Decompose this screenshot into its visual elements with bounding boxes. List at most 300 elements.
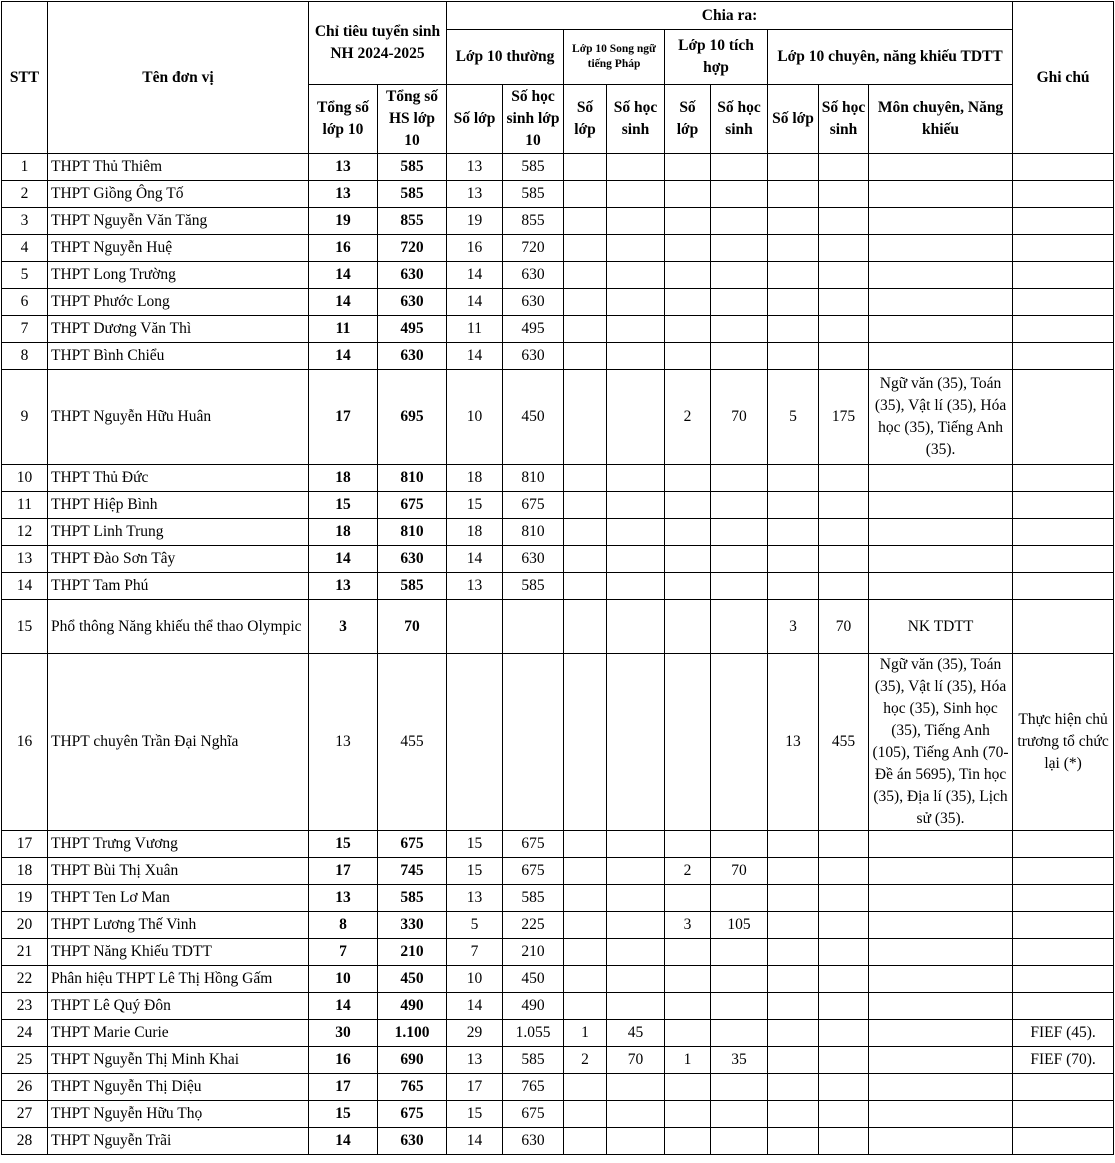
cell-specialized-subjects — [869, 573, 1013, 600]
cell-bilingual-students — [607, 465, 665, 492]
cell-specialized-students — [819, 993, 869, 1020]
cell-specialized-students — [819, 519, 869, 546]
cell-integrated-classes — [665, 154, 711, 181]
cell-stt: 13 — [2, 546, 48, 573]
cell-bilingual-students — [607, 573, 665, 600]
cell-integrated-classes — [665, 235, 711, 262]
cell-bilingual-students — [607, 519, 665, 546]
cell-specialized-subjects — [869, 1101, 1013, 1128]
cell-bilingual-students — [607, 262, 665, 289]
cell-total-classes: 8 — [309, 912, 378, 939]
cell-regular-classes: 10 — [447, 370, 503, 465]
cell-integrated-students: 105 — [711, 912, 768, 939]
cell-specialized-classes — [768, 885, 819, 912]
table-row — [2, 1128, 1114, 1155]
cell-bilingual-classes — [564, 154, 607, 181]
admission-quota-table — [1, 1, 1114, 1155]
cell-unit-name: THPT Lê Quý Đôn — [48, 993, 309, 1020]
cell-bilingual-students — [607, 858, 665, 885]
cell-total-students: 675 — [378, 492, 447, 519]
cell-regular-students: 585 — [503, 573, 564, 600]
cell-integrated-students — [711, 343, 768, 370]
cell-notes — [1013, 181, 1114, 208]
cell-notes — [1013, 600, 1114, 654]
cell-bilingual-students — [607, 654, 665, 831]
table-row — [2, 262, 1114, 289]
cell-notes — [1013, 370, 1114, 465]
cell-unit-name: THPT Marie Curie — [48, 1020, 309, 1047]
cell-bilingual-students — [607, 600, 665, 654]
cell-specialized-classes — [768, 316, 819, 343]
cell-total-students: 210 — [378, 939, 447, 966]
table-row — [2, 492, 1114, 519]
cell-regular-students: 450 — [503, 966, 564, 993]
cell-stt: 1 — [2, 154, 48, 181]
cell-regular-students: 210 — [503, 939, 564, 966]
cell-notes — [1013, 316, 1114, 343]
cell-total-classes: 15 — [309, 831, 378, 858]
cell-notes — [1013, 1101, 1114, 1128]
cell-specialized-subjects — [869, 316, 1013, 343]
cell-integrated-students — [711, 154, 768, 181]
cell-specialized-subjects — [869, 1074, 1013, 1101]
table-row — [2, 939, 1114, 966]
cell-specialized-students — [819, 465, 869, 492]
cell-total-classes: 17 — [309, 370, 378, 465]
cell-unit-name: THPT Lương Thế Vinh — [48, 912, 309, 939]
cell-integrated-classes — [665, 208, 711, 235]
cell-notes — [1013, 492, 1114, 519]
cell-total-students: 490 — [378, 993, 447, 1020]
cell-specialized-students — [819, 343, 869, 370]
table-row — [2, 465, 1114, 492]
header-integrated-class: Lớp 10 tích hợp — [665, 30, 768, 85]
cell-integrated-students: 70 — [711, 370, 768, 465]
cell-integrated-students — [711, 316, 768, 343]
cell-regular-students — [503, 654, 564, 831]
cell-specialized-classes — [768, 1128, 819, 1155]
cell-specialized-students — [819, 573, 869, 600]
cell-bilingual-classes — [564, 289, 607, 316]
cell-specialized-subjects — [869, 519, 1013, 546]
cell-total-classes: 14 — [309, 1128, 378, 1155]
cell-total-classes: 14 — [309, 993, 378, 1020]
cell-bilingual-students: 45 — [607, 1020, 665, 1047]
cell-integrated-students — [711, 546, 768, 573]
cell-regular-students: 630 — [503, 262, 564, 289]
cell-specialized-students — [819, 885, 869, 912]
cell-specialized-classes — [768, 858, 819, 885]
cell-regular-classes: 13 — [447, 154, 503, 181]
cell-regular-classes — [447, 654, 503, 831]
cell-specialized-students — [819, 1047, 869, 1074]
cell-regular-students — [503, 600, 564, 654]
cell-stt: 8 — [2, 343, 48, 370]
cell-notes: Thực hiện chủ trương tổ chức lại (*) — [1013, 654, 1114, 831]
cell-notes — [1013, 289, 1114, 316]
cell-unit-name: THPT Dương Văn Thì — [48, 316, 309, 343]
cell-notes — [1013, 262, 1114, 289]
table-row — [2, 1047, 1114, 1074]
cell-total-students: 810 — [378, 465, 447, 492]
cell-bilingual-classes — [564, 546, 607, 573]
cell-specialized-students — [819, 492, 869, 519]
cell-integrated-students — [711, 573, 768, 600]
cell-regular-students: 675 — [503, 858, 564, 885]
cell-specialized-classes — [768, 939, 819, 966]
cell-integrated-classes — [665, 262, 711, 289]
cell-stt: 9 — [2, 370, 48, 465]
cell-integrated-students — [711, 519, 768, 546]
cell-bilingual-classes: 1 — [564, 1020, 607, 1047]
cell-specialized-classes — [768, 831, 819, 858]
cell-total-students: 630 — [378, 343, 447, 370]
cell-unit-name: THPT Ten Lơ Man — [48, 885, 309, 912]
cell-integrated-classes — [665, 316, 711, 343]
cell-bilingual-classes — [564, 262, 607, 289]
cell-total-classes: 30 — [309, 1020, 378, 1047]
cell-bilingual-students — [607, 939, 665, 966]
cell-total-classes: 13 — [309, 181, 378, 208]
cell-notes — [1013, 343, 1114, 370]
cell-bilingual-classes — [564, 181, 607, 208]
table-row — [2, 181, 1114, 208]
cell-unit-name: THPT Nguyễn Trãi — [48, 1128, 309, 1155]
table-header — [2, 2, 1114, 154]
cell-specialized-subjects — [869, 885, 1013, 912]
cell-specialized-students — [819, 1020, 869, 1047]
table-row — [2, 546, 1114, 573]
table-row — [2, 519, 1114, 546]
cell-total-classes: 14 — [309, 289, 378, 316]
cell-integrated-classes — [665, 573, 711, 600]
cell-notes — [1013, 939, 1114, 966]
cell-stt: 23 — [2, 993, 48, 1020]
cell-bilingual-students — [607, 1101, 665, 1128]
cell-specialized-classes: 3 — [768, 600, 819, 654]
cell-integrated-classes: 2 — [665, 858, 711, 885]
cell-unit-name: THPT Nguyễn Văn Tăng — [48, 208, 309, 235]
cell-specialized-students — [819, 1101, 869, 1128]
cell-total-students: 810 — [378, 519, 447, 546]
cell-unit-name: THPT Trưng Vương — [48, 831, 309, 858]
cell-integrated-classes: 2 — [665, 370, 711, 465]
cell-regular-students: 225 — [503, 912, 564, 939]
cell-stt: 21 — [2, 939, 48, 966]
cell-specialized-subjects — [869, 181, 1013, 208]
cell-regular-students: 810 — [503, 465, 564, 492]
table-row — [2, 885, 1114, 912]
cell-stt: 18 — [2, 858, 48, 885]
cell-specialized-subjects: Ngữ văn (35), Toán (35), Vật lí (35), Hóa học (35), Tiếng Anh (35). — [869, 370, 1013, 465]
header-specialized-class: Lớp 10 chuyên, năng khiếu TDTT — [768, 30, 1013, 85]
cell-specialized-students — [819, 939, 869, 966]
cell-stt: 3 — [2, 208, 48, 235]
cell-bilingual-classes — [564, 1074, 607, 1101]
header-total-classes: Tổng số lớp 10 — [309, 85, 378, 154]
cell-regular-classes: 18 — [447, 465, 503, 492]
cell-regular-classes: 15 — [447, 831, 503, 858]
cell-specialized-subjects — [869, 235, 1013, 262]
cell-total-students: 855 — [378, 208, 447, 235]
cell-unit-name: THPT Nguyễn Hữu Huân — [48, 370, 309, 465]
cell-total-students: 585 — [378, 181, 447, 208]
cell-unit-name: THPT Bùi Thị Xuân — [48, 858, 309, 885]
cell-regular-classes: 29 — [447, 1020, 503, 1047]
cell-integrated-students — [711, 181, 768, 208]
cell-bilingual-classes — [564, 465, 607, 492]
cell-regular-classes: 16 — [447, 235, 503, 262]
cell-total-students: 765 — [378, 1074, 447, 1101]
cell-integrated-students — [711, 654, 768, 831]
cell-specialized-students — [819, 912, 869, 939]
cell-total-classes: 16 — [309, 1047, 378, 1074]
cell-stt: 14 — [2, 573, 48, 600]
cell-specialized-classes — [768, 1074, 819, 1101]
header-quota: Chỉ tiêu tuyển sinh NH 2024-2025 — [309, 2, 447, 85]
cell-regular-classes: 13 — [447, 885, 503, 912]
cell-specialized-classes — [768, 343, 819, 370]
cell-bilingual-classes — [564, 858, 607, 885]
cell-bilingual-students — [607, 343, 665, 370]
cell-bilingual-classes — [564, 966, 607, 993]
cell-specialized-classes — [768, 1101, 819, 1128]
cell-specialized-subjects — [869, 154, 1013, 181]
cell-specialized-classes — [768, 262, 819, 289]
cell-specialized-students — [819, 181, 869, 208]
cell-integrated-students — [711, 262, 768, 289]
cell-regular-students: 765 — [503, 1074, 564, 1101]
header-specialized-students: Số học sinh — [819, 85, 869, 154]
cell-specialized-subjects — [869, 1128, 1013, 1155]
cell-integrated-students — [711, 1074, 768, 1101]
cell-regular-students: 450 — [503, 370, 564, 465]
table-row — [2, 1074, 1114, 1101]
cell-stt: 4 — [2, 235, 48, 262]
table-row — [2, 966, 1114, 993]
cell-total-classes: 15 — [309, 492, 378, 519]
table-row — [2, 289, 1114, 316]
cell-total-classes: 3 — [309, 600, 378, 654]
cell-notes — [1013, 858, 1114, 885]
cell-regular-students: 490 — [503, 993, 564, 1020]
header-regular-class: Lớp 10 thường — [447, 30, 564, 85]
cell-total-classes: 18 — [309, 465, 378, 492]
cell-total-classes: 13 — [309, 885, 378, 912]
cell-notes — [1013, 831, 1114, 858]
cell-stt: 2 — [2, 181, 48, 208]
cell-total-students: 630 — [378, 289, 447, 316]
cell-total-students: 585 — [378, 154, 447, 181]
cell-bilingual-classes — [564, 573, 607, 600]
header-total-students: Tổng số HS lớp 10 — [378, 85, 447, 154]
table-row — [2, 573, 1114, 600]
cell-stt: 27 — [2, 1101, 48, 1128]
cell-integrated-students — [711, 993, 768, 1020]
table-row — [2, 343, 1114, 370]
cell-bilingual-students — [607, 912, 665, 939]
table-row — [2, 1101, 1114, 1128]
cell-specialized-students — [819, 262, 869, 289]
cell-notes — [1013, 1128, 1114, 1155]
cell-total-classes: 19 — [309, 208, 378, 235]
cell-bilingual-classes — [564, 939, 607, 966]
header-breakdown: Chia ra: — [447, 2, 1013, 30]
cell-bilingual-classes — [564, 831, 607, 858]
cell-total-classes: 10 — [309, 966, 378, 993]
cell-regular-students: 585 — [503, 181, 564, 208]
cell-regular-classes: 14 — [447, 343, 503, 370]
cell-bilingual-classes — [564, 654, 607, 831]
cell-specialized-subjects — [869, 1047, 1013, 1074]
cell-specialized-students — [819, 546, 869, 573]
cell-total-students: 675 — [378, 831, 447, 858]
cell-integrated-classes — [665, 939, 711, 966]
cell-specialized-subjects — [869, 966, 1013, 993]
cell-regular-students: 675 — [503, 492, 564, 519]
cell-integrated-students — [711, 235, 768, 262]
cell-bilingual-classes — [564, 316, 607, 343]
cell-regular-classes: 14 — [447, 546, 503, 573]
cell-specialized-subjects — [869, 208, 1013, 235]
table-row — [2, 1020, 1114, 1047]
cell-bilingual-students — [607, 235, 665, 262]
cell-total-students: 720 — [378, 235, 447, 262]
cell-regular-students: 1.055 — [503, 1020, 564, 1047]
cell-specialized-students: 70 — [819, 600, 869, 654]
cell-regular-classes: 19 — [447, 208, 503, 235]
cell-integrated-classes: 1 — [665, 1047, 711, 1074]
cell-total-students: 1.100 — [378, 1020, 447, 1047]
cell-stt: 19 — [2, 885, 48, 912]
cell-notes: FIEF (45). — [1013, 1020, 1114, 1047]
cell-bilingual-classes — [564, 235, 607, 262]
cell-specialized-students — [819, 235, 869, 262]
table-row — [2, 993, 1114, 1020]
cell-regular-classes: 14 — [447, 993, 503, 1020]
cell-notes — [1013, 966, 1114, 993]
cell-stt: 16 — [2, 654, 48, 831]
cell-unit-name: THPT Thủ Thiêm — [48, 154, 309, 181]
cell-notes — [1013, 993, 1114, 1020]
cell-specialized-classes — [768, 154, 819, 181]
cell-regular-students: 720 — [503, 235, 564, 262]
cell-integrated-students — [711, 600, 768, 654]
cell-specialized-classes — [768, 208, 819, 235]
cell-specialized-subjects — [869, 831, 1013, 858]
cell-specialized-subjects — [869, 939, 1013, 966]
cell-specialized-classes — [768, 181, 819, 208]
cell-bilingual-classes — [564, 600, 607, 654]
cell-integrated-classes — [665, 600, 711, 654]
cell-stt: 10 — [2, 465, 48, 492]
cell-notes — [1013, 208, 1114, 235]
cell-integrated-classes — [665, 465, 711, 492]
cell-total-students: 450 — [378, 966, 447, 993]
cell-bilingual-students — [607, 154, 665, 181]
cell-bilingual-classes — [564, 1128, 607, 1155]
cell-regular-classes: 13 — [447, 573, 503, 600]
table-row — [2, 370, 1114, 465]
cell-unit-name: THPT Nguyễn Hữu Thọ — [48, 1101, 309, 1128]
cell-total-students: 455 — [378, 654, 447, 831]
header-regular-classes: Số lớp — [447, 85, 503, 154]
header-integrated-classes: Số lớp — [665, 85, 711, 154]
cell-integrated-students — [711, 1020, 768, 1047]
cell-total-classes: 16 — [309, 235, 378, 262]
cell-integrated-classes — [665, 966, 711, 993]
cell-total-classes: 13 — [309, 573, 378, 600]
header-bilingual-students: Số học sinh — [607, 85, 665, 154]
header-bilingual-classes: Số lớp — [564, 85, 607, 154]
cell-unit-name: THPT Bình Chiểu — [48, 343, 309, 370]
cell-bilingual-classes — [564, 519, 607, 546]
cell-integrated-students — [711, 1101, 768, 1128]
table-row — [2, 831, 1114, 858]
cell-total-students: 585 — [378, 573, 447, 600]
cell-notes — [1013, 1074, 1114, 1101]
cell-regular-classes: 14 — [447, 289, 503, 316]
cell-bilingual-students — [607, 1074, 665, 1101]
cell-regular-students: 675 — [503, 1101, 564, 1128]
cell-regular-students: 495 — [503, 316, 564, 343]
cell-total-students: 630 — [378, 1128, 447, 1155]
cell-unit-name: THPT Linh Trung — [48, 519, 309, 546]
cell-specialized-students: 175 — [819, 370, 869, 465]
cell-stt: 7 — [2, 316, 48, 343]
cell-unit-name: THPT Hiệp Bình — [48, 492, 309, 519]
cell-specialized-students — [819, 1074, 869, 1101]
table-body — [2, 154, 1114, 1155]
cell-regular-students: 585 — [503, 1047, 564, 1074]
cell-stt: 15 — [2, 600, 48, 654]
cell-total-classes: 17 — [309, 1074, 378, 1101]
header-integrated-students: Số học sinh — [711, 85, 768, 154]
cell-total-classes: 15 — [309, 1101, 378, 1128]
cell-specialized-students: 455 — [819, 654, 869, 831]
cell-specialized-classes — [768, 492, 819, 519]
cell-integrated-classes — [665, 831, 711, 858]
cell-regular-students: 810 — [503, 519, 564, 546]
cell-total-students: 745 — [378, 858, 447, 885]
cell-total-students: 495 — [378, 316, 447, 343]
cell-specialized-students — [819, 289, 869, 316]
cell-integrated-classes — [665, 492, 711, 519]
cell-integrated-students — [711, 939, 768, 966]
cell-specialized-subjects: Ngữ văn (35), Toán (35), Vật lí (35), Hóa học (35), Sinh học (35), Tiếng Anh (105), Tiếng Anh (70-Đề án 5695), Tin học (35), Địa lí (35), Lịch sử (35). — [869, 654, 1013, 831]
cell-specialized-classes — [768, 993, 819, 1020]
cell-unit-name: THPT Năng Khiếu TDTT — [48, 939, 309, 966]
cell-specialized-classes — [768, 519, 819, 546]
cell-integrated-students — [711, 1128, 768, 1155]
cell-bilingual-students — [607, 181, 665, 208]
cell-bilingual-students — [607, 993, 665, 1020]
cell-bilingual-classes: 2 — [564, 1047, 607, 1074]
cell-regular-classes: 7 — [447, 939, 503, 966]
cell-unit-name: THPT Phước Long — [48, 289, 309, 316]
cell-regular-classes: 15 — [447, 492, 503, 519]
cell-stt: 6 — [2, 289, 48, 316]
header-bilingual-french: Lớp 10 Song ngữ tiếng Pháp — [564, 30, 665, 85]
cell-integrated-students: 70 — [711, 858, 768, 885]
cell-integrated-students — [711, 208, 768, 235]
cell-unit-name: Phân hiệu THPT Lê Thị Hồng Gấm — [48, 966, 309, 993]
cell-bilingual-students — [607, 370, 665, 465]
cell-regular-students: 630 — [503, 1128, 564, 1155]
cell-regular-classes: 15 — [447, 1101, 503, 1128]
cell-bilingual-students — [607, 1128, 665, 1155]
cell-integrated-classes — [665, 519, 711, 546]
